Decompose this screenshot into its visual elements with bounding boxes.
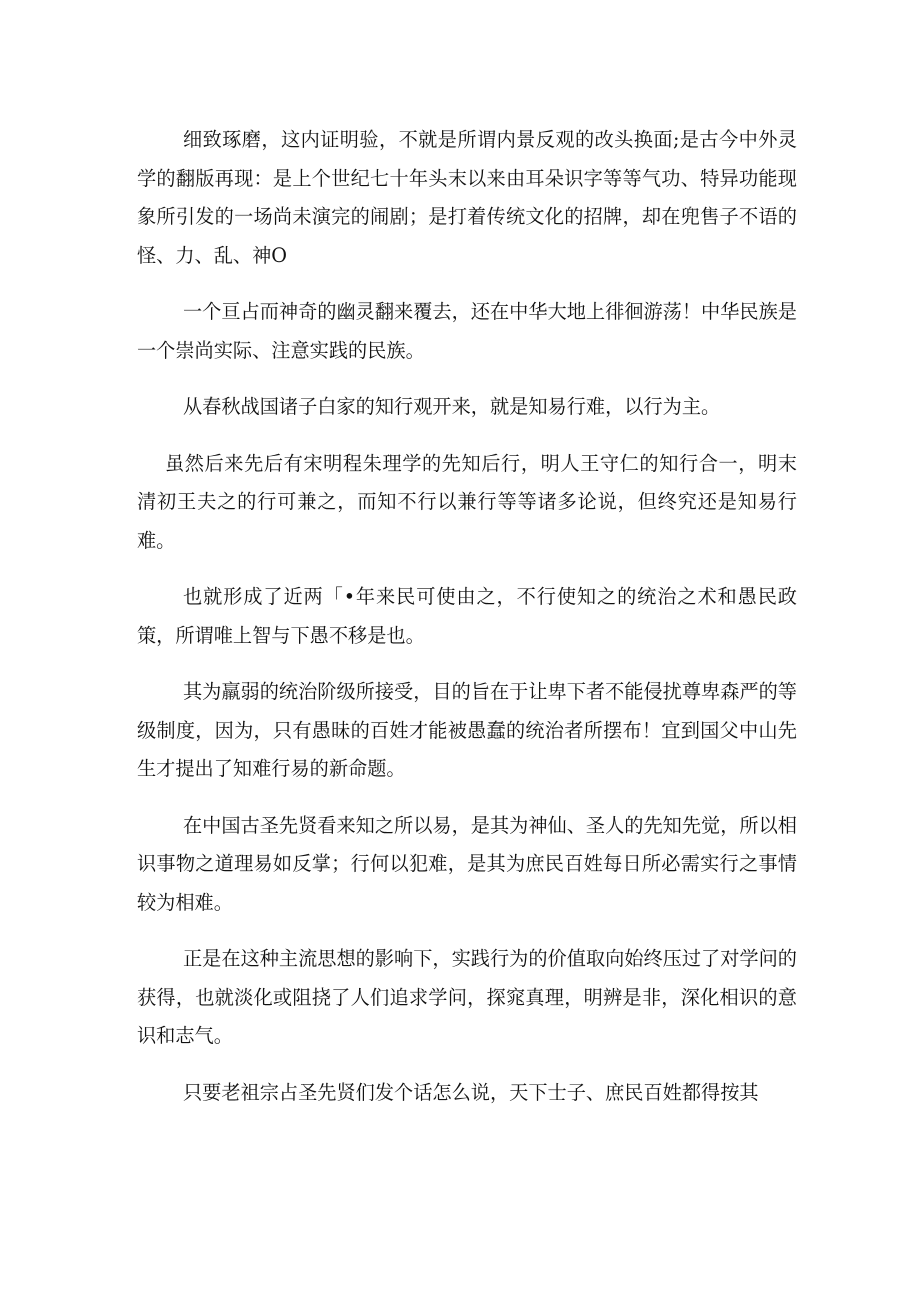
paragraph: 从春秋战国诸子白家的知行观开来，就是知易行难，以行为主。 bbox=[183, 395, 721, 418]
paragraph: 只要老祖宗占圣先贤们发个话怎么说，天下士子、庶民百姓都得按其 bbox=[183, 1080, 759, 1104]
paragraph: 也就形成了近两「•年来民可使由之，不行使知之的统治之术和愚民政策，所谓唯上智与下愚不移是也。 bbox=[137, 585, 797, 647]
paragraph: 一个亘占而神奇的幽灵翻来覆去，还在中华大地上徘徊游荡！中华民族是一个崇尚实际、注意实践的民族。 bbox=[137, 300, 797, 362]
paragraph: 正是在这种主流思想的影响下，实践行为的价值取向始终压过了对学问的获得，也就淡化或阻挠了人们追求学问，探窕真理，明辨是非，深化相识的意识和志气。 bbox=[137, 947, 797, 1047]
paragraph: 细致琢磨，这内证明验，不就是所谓内景反观的改头换面;是古今中外灵学的翻版再现：是上个世纪七十年头末以来由耳朵识字等等气功、特异功能现象所引发的一场尚未演完的闹剧；是打着传统文化的招牌，却在兜售子不语的怪、力、乱、神O bbox=[137, 128, 797, 267]
document-body bbox=[137, 121, 797, 1130]
paragraph: 虽然后来先后有宋明程朱理学的先知后行，明人王守仁的知行合一，明末清初王夫之的行可兼之，而知不行以兼行等等诸多论说，但终究还是知易行难。 bbox=[137, 451, 797, 552]
paragraph: 其为羸弱的统治阶级所接受，目的旨在于让卑下者不能侵扰尊卑森严的等级制度，因为，只有愚昧的百姓才能被愚蠢的统治者所摆布！宜到国父中山先生才提出了知难行易的新命题。 bbox=[137, 680, 797, 780]
paragraph: 在中国古圣先贤看来知之所以易，是其为神仙、圣人的先知先觉，所以相识事物之道理易如反掌；行何以犯难，是其为庶民百姓每日所必需实行之事情较为相难。 bbox=[137, 813, 797, 914]
